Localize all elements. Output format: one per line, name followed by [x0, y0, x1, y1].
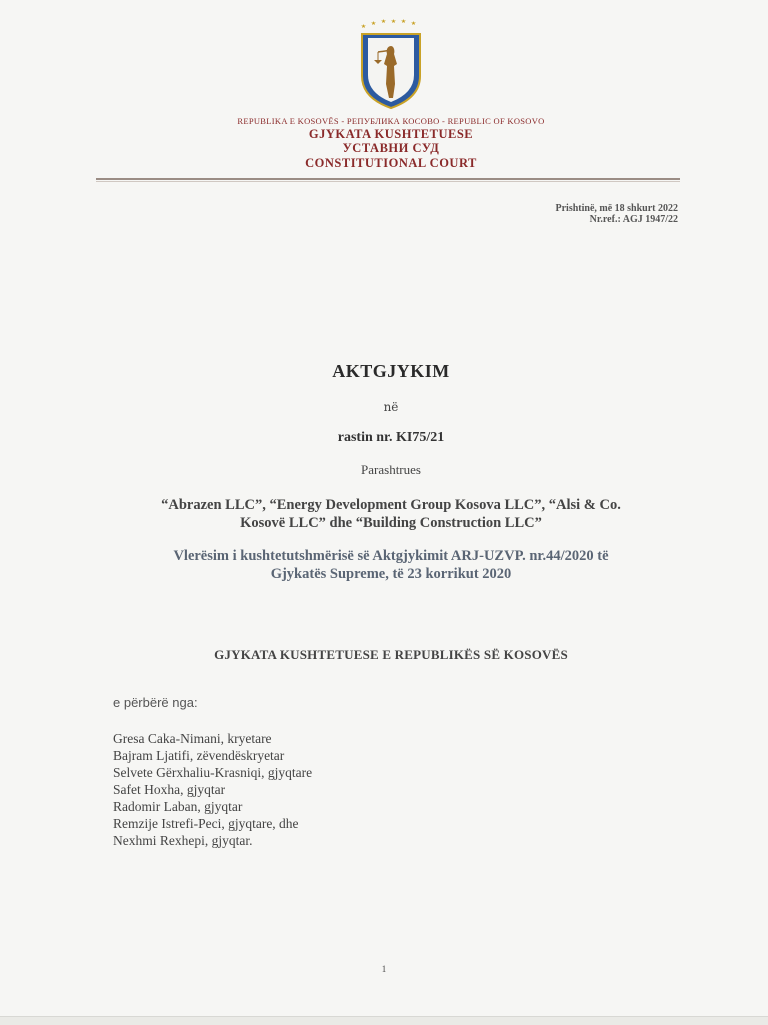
court-name-serbian: УСТАВНИ СУД: [342, 141, 440, 155]
header-divider: [96, 178, 680, 180]
judge-item: Selvete Gërxhaliu-Krasniqi, gjyqtare: [113, 765, 313, 780]
date-reference-block: [556, 203, 679, 225]
document-date: Prishtinë, më 18 shkurt 2022: [555, 203, 678, 214]
court-name-albanian: GJYKATA KUSHTETUESE: [308, 127, 474, 141]
case-number: rastin nr. KI75/21: [337, 430, 445, 445]
republic-line: REPUBLIKA E KOSOVËS - РЕПУБЛИКА КОСОВО - REPUBLIC OF KOSOVO: [237, 116, 545, 126]
applicants-line-1: “Abrazen LLC”, “Energy Development Group Kosova LLC”, “Alsi & Co.: [161, 497, 621, 513]
kosovo-coat-of-arms-icon: [356, 18, 426, 110]
page-number: 1: [381, 964, 387, 974]
judge-item: Gresa Caka-Nimani, kryetare: [113, 731, 272, 746]
preposition-ne: në: [383, 400, 399, 414]
judge-item: Remzije Istrefi-Peci, gjyqtare, dhe: [113, 816, 299, 831]
judge-item: Bajram Ljatifi, zëvendëskryetar: [113, 748, 285, 763]
applicants-block: [0, 496, 768, 532]
judge-item: Radomir Laban, gjyqtar: [113, 799, 243, 814]
court-full-name: GJYKATA KUSHTETUESE E REPUBLIKËS SË KOSOVËS: [214, 647, 568, 662]
judge-item: Nexhmi Rexhepi, gjyqtar.: [113, 833, 253, 848]
judges-list: [113, 730, 312, 849]
assessment-line-1: Vlerësim i kushtetutshmërisë së Aktgjykimit ARJ-UZVP. nr.44/2020 të: [173, 548, 609, 564]
document-reference: Nr.ref.: AGJ 1947/22: [589, 214, 678, 225]
applicants-line-2: Kosovë LLC” dhe “Building Construction LLC”: [240, 515, 542, 531]
court-name-english: CONSTITUTIONAL COURT: [305, 156, 477, 170]
composed-of-label: e përbërë nga:: [113, 695, 198, 710]
applicant-label: Parashtrues: [361, 462, 421, 477]
header-divider-shadow: [96, 181, 680, 182]
judge-item: Safet Hoxha, gjyqtar: [113, 782, 226, 797]
assessment-block: [0, 547, 768, 583]
assessment-line-2: Gjykatës Supreme, të 23 korrikut 2020: [270, 566, 512, 582]
document-title: AKTGJYKIM: [332, 361, 450, 381]
